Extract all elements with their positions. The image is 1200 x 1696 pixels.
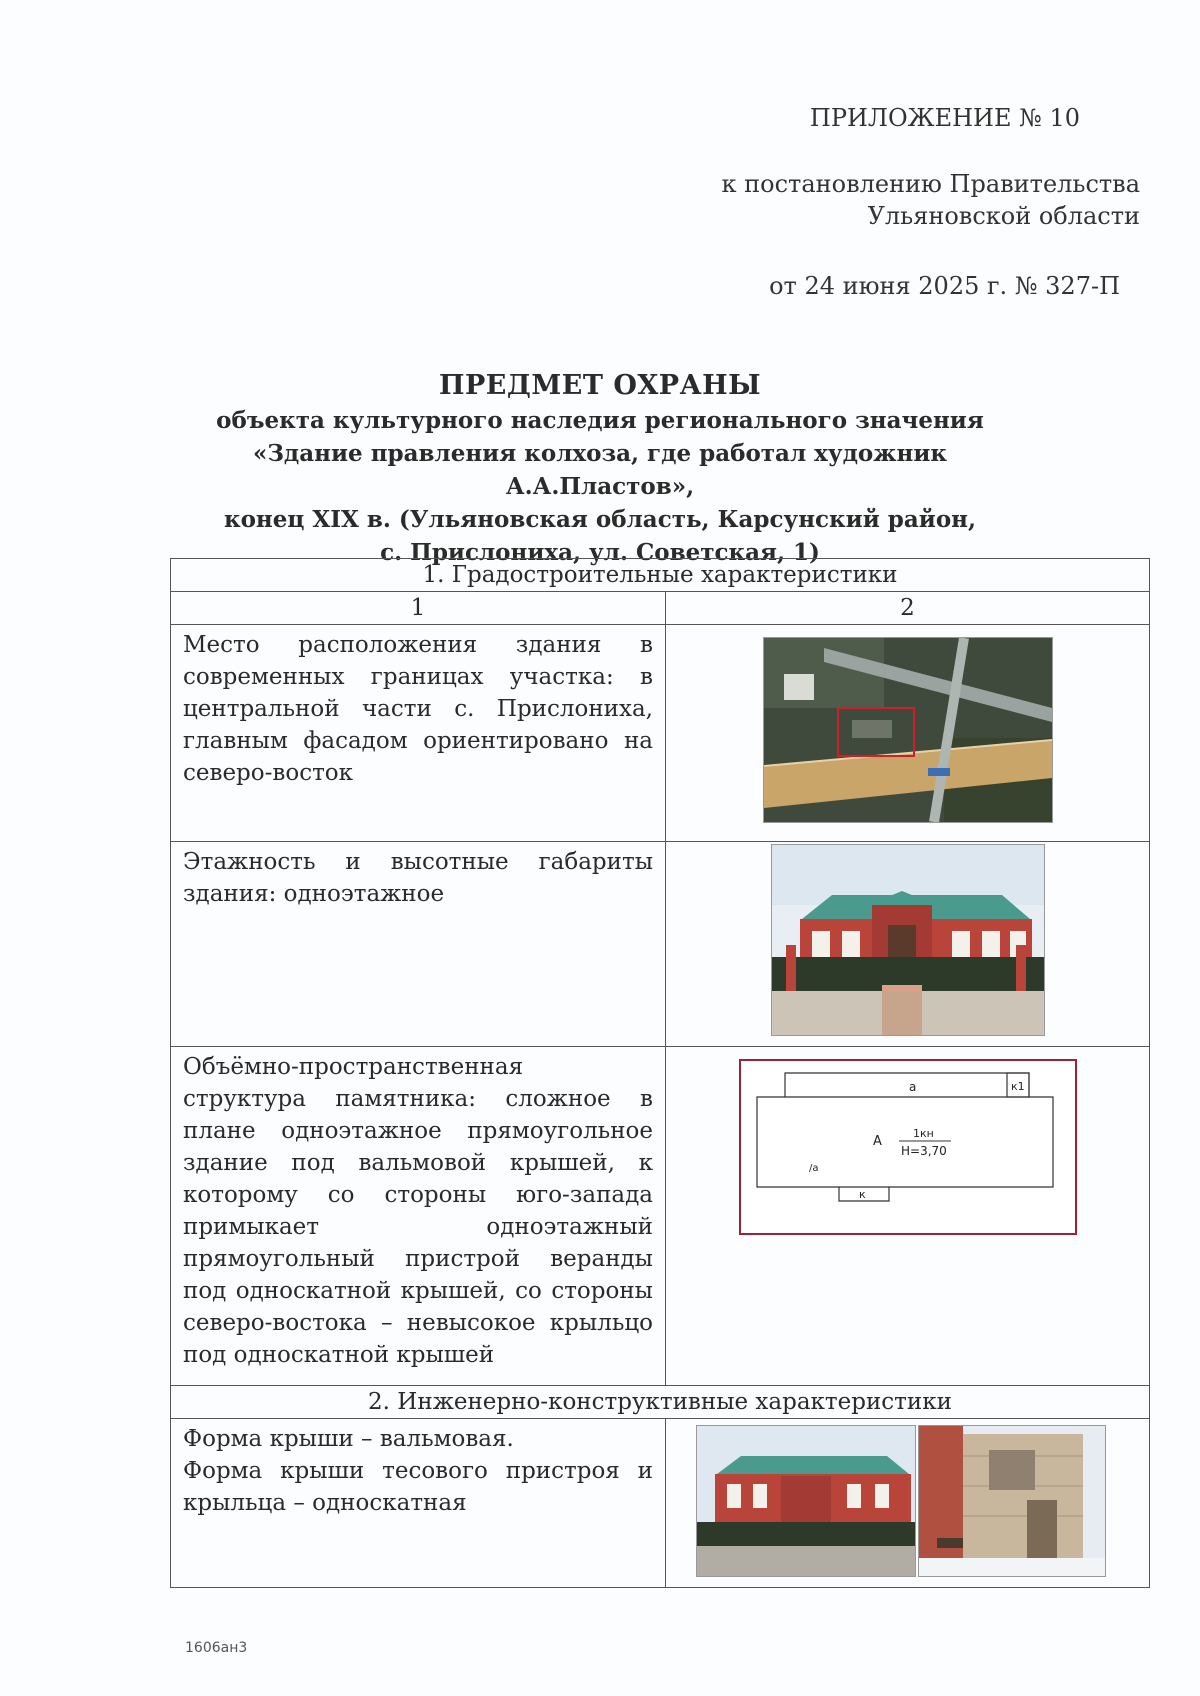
document-title bbox=[180, 368, 1020, 569]
roof-form-line2: Форма крыши тесового пристроя и крыльца – односкатная bbox=[183, 1458, 653, 1516]
section-header-row bbox=[171, 559, 1150, 592]
decree-reference-line2: Ульяновской области bbox=[867, 202, 1140, 230]
table-row bbox=[171, 1047, 1150, 1386]
plan-label-k: к bbox=[858, 1188, 866, 1201]
decree-date: от 24 июня 2025 г. № 327-П bbox=[769, 272, 1120, 300]
floors-text: Этажность и высотные габариты здания: одноэтажное bbox=[171, 842, 666, 1047]
decree-reference-line1: к постановлению Правительства bbox=[721, 170, 1140, 198]
satellite-map-image bbox=[763, 637, 1053, 823]
title-line3: конец XIX в. (Ульяновская область, Карсунский район, bbox=[223, 506, 977, 533]
wooden-annex-photo bbox=[918, 1425, 1106, 1577]
section-2-header: 2. Инженерно-конструктивные характеристики bbox=[171, 1386, 1150, 1419]
building-photo bbox=[771, 844, 1045, 1036]
table-row bbox=[171, 842, 1150, 1047]
table-row bbox=[171, 625, 1150, 842]
title-line2: «Здание правления колхоза, где работал художник А.А.Пластов», bbox=[252, 440, 948, 500]
title-line1: объекта культурного наследия регионального значения bbox=[216, 407, 984, 434]
decree-reference bbox=[640, 168, 1140, 232]
appendix-number: ПРИЛОЖЕНИЕ № 10 bbox=[809, 104, 1080, 132]
structure-text: Объёмно-пространственная структура памятника: сложное в плане одноэтажное прямоугольное здание под вальмовой крышей, к которому со стороны юго-запада примыкает одноэтажный прямоугольный пристрой веранды под односкатной крышей, со стороны северо-востока – невысокое крыльцо под односкатной крышей bbox=[171, 1047, 666, 1386]
plan-label-a: а bbox=[908, 1080, 916, 1094]
roof-form-line1: Форма крыши – вальмовая. bbox=[183, 1426, 514, 1452]
column-number-2: 2 bbox=[666, 592, 1150, 625]
roof-photos-cell bbox=[666, 1419, 1150, 1588]
satellite-image-cell bbox=[666, 625, 1150, 842]
roof-form-text bbox=[171, 1419, 666, 1588]
title-main: ПРЕДМЕТ ОХРАНЫ bbox=[438, 370, 762, 401]
roof-photos bbox=[696, 1425, 1149, 1577]
plan-label-k1: к1 bbox=[1010, 1080, 1025, 1093]
plan-label-floors: 1кн bbox=[912, 1127, 934, 1140]
section-1-header: 1. Градостроительные характеристики bbox=[171, 559, 1150, 592]
building-photo-cell bbox=[666, 842, 1150, 1047]
title-line4: с. Прислониха, ул. Советская, 1) bbox=[380, 539, 820, 566]
facade-photo bbox=[696, 1425, 916, 1577]
protection-table bbox=[170, 558, 1150, 1588]
location-text: Место расположения здания в современных границах участка: в центральной части с. Прислониха, главным фасадом ориентировано на северо-восток bbox=[171, 625, 666, 842]
plan-label-la: /а bbox=[808, 1163, 818, 1174]
table-row bbox=[171, 1419, 1150, 1588]
section-header-row bbox=[171, 1386, 1150, 1419]
floor-plan-drawing bbox=[739, 1059, 1077, 1235]
column-number-row bbox=[171, 592, 1150, 625]
plan-cell bbox=[666, 1047, 1150, 1386]
plan-label-height: Н=3,70 bbox=[900, 1144, 947, 1158]
plan-label-A: А bbox=[872, 1134, 882, 1149]
column-number-1: 1 bbox=[171, 592, 666, 625]
document-code: 1606ан3 bbox=[185, 1640, 248, 1656]
